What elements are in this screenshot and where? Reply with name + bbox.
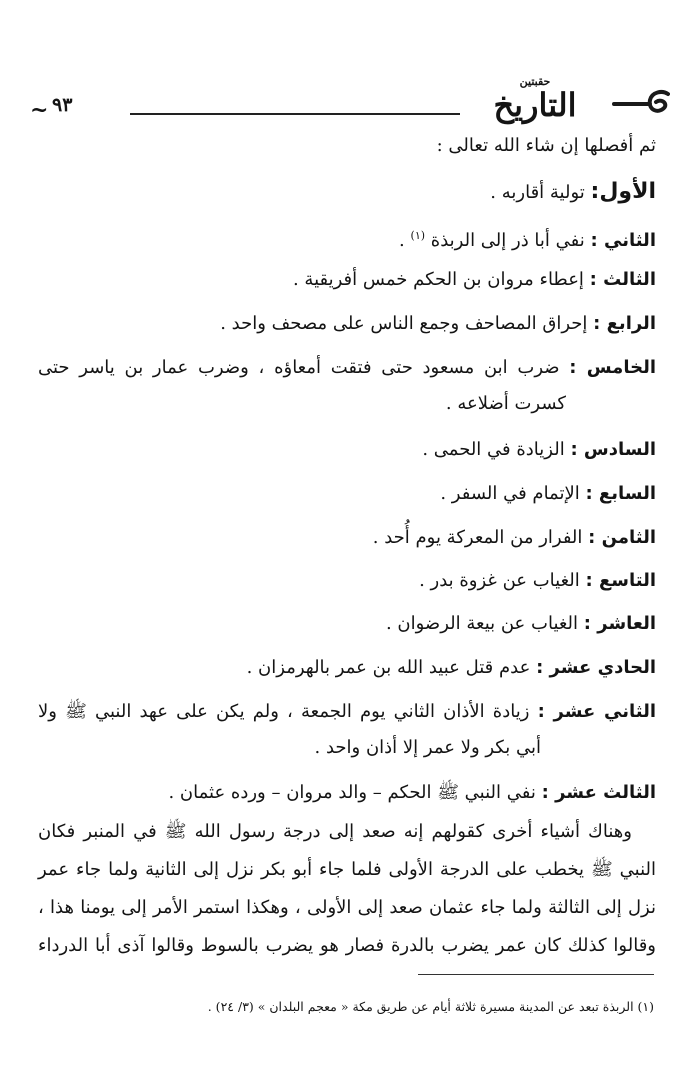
header-ornament: ~ [30,97,49,123]
list-item [38,524,656,552]
item-text: الغياب عن بيعة الرضوان . [385,613,579,634]
item-label: الرابع : [593,313,656,334]
item-text: نفي أبا ذر إلى الربذة [430,230,585,251]
item-text: الزيادة في الحمى . [422,439,565,460]
item-continuation: كسرت أضلاعه . [445,393,566,414]
header-logo-super: حقبتين [519,75,551,88]
paragraph-line: نزل إلى الثالثة ولما جاء عثمان صعد إلى الأولى ، وهكذا استمر الأمر إلى يومنا هذا ، [38,897,656,918]
item-tail: . [399,230,405,251]
list-item [38,698,656,726]
item-continuation: أبي بكر ولا عمر إلا أذان واحد . [314,737,541,758]
item-label: العاشر : [583,613,656,634]
item-label: السابع : [585,483,656,504]
list-item [38,654,656,682]
item-text: عدم قتل عبيد الله بن عمر بالهرمزان . [246,657,531,678]
item-text: إحراق المصاحف وجمع الناس على مصحف واحد . [220,313,588,334]
item-label: الأول: [590,179,656,204]
list-item [38,178,656,207]
header-rule [130,113,460,115]
item-label: الثامن : [588,527,656,548]
footnote: (١) الربذة تبعد عن المدينة مسيرة ثلاثة أيام عن طريق مكة « معجم البلدان » (٣/ ٢٤) . [207,999,654,1014]
paragraph-line: وهناك أشياء أخرى كقولهم إنه صعد إلى درجة رسول الله ﷺ في المنبر فكان [38,821,632,842]
page-number: ٩٣ [52,94,73,116]
item-text: نفي النبي ﷺ الحكم – والد مروان – ورده عثمان . [168,782,536,803]
header-flourish-icon [612,88,670,118]
item-text: الإتمام في السفر . [440,483,580,504]
header-logo [460,76,610,122]
list-item [38,779,656,807]
paragraph-line: وقالوا كذلك كان عمر يضرب بالدرة فصار هو يضرب بالسوط وقالوا آذى أبا الدرداء [38,935,656,956]
item-text: ضرب ابن مسعود حتى فتقت أمعاؤه ، وضرب عمار بن ياسر حتى [38,357,560,378]
item-label: التاسع : [585,570,656,591]
list-item [38,436,656,464]
item-label: الثاني : [590,230,656,251]
list-item [38,610,656,638]
item-label: السادس : [570,439,656,460]
list-item [38,266,656,294]
list-item [38,480,656,508]
item-label: الخامس : [569,357,656,378]
item-label: الحادي عشر : [536,657,656,678]
running-header [30,68,670,124]
item-label: الثاني عشر : [537,701,657,722]
item-text: الغياب عن غزوة بدر . [419,570,580,591]
item-label: الثالث عشر : [541,782,656,803]
item-text: إعطاء مروان بن الحكم خمس أفريقية . [292,269,584,290]
list-item [38,354,656,382]
item-label: الثالث : [589,269,656,290]
item-text: زيادة الأذان الثاني يوم الجمعة ، ولم يكن على عهد النبي ﷺ ولا [38,701,530,722]
footnote-rule [418,974,654,975]
list-item [38,567,656,595]
intro-line: ثم أفصلها إن شاء الله تعالى : [436,135,656,156]
paragraph-line: النبي ﷺ يخطب على الدرجة الأولى فلما جاء أبو بكر نزل إلى الثانية ولما جاء عمر [38,859,656,880]
header-logo-main: التاريخ [493,86,577,124]
item-text: تولية أقاربه . [490,182,585,203]
item-text: الفرار من المعركة يوم أُحد . [372,527,583,548]
footnote-marker: (١) [410,229,426,242]
list-item [38,310,656,338]
list-item [38,222,656,255]
